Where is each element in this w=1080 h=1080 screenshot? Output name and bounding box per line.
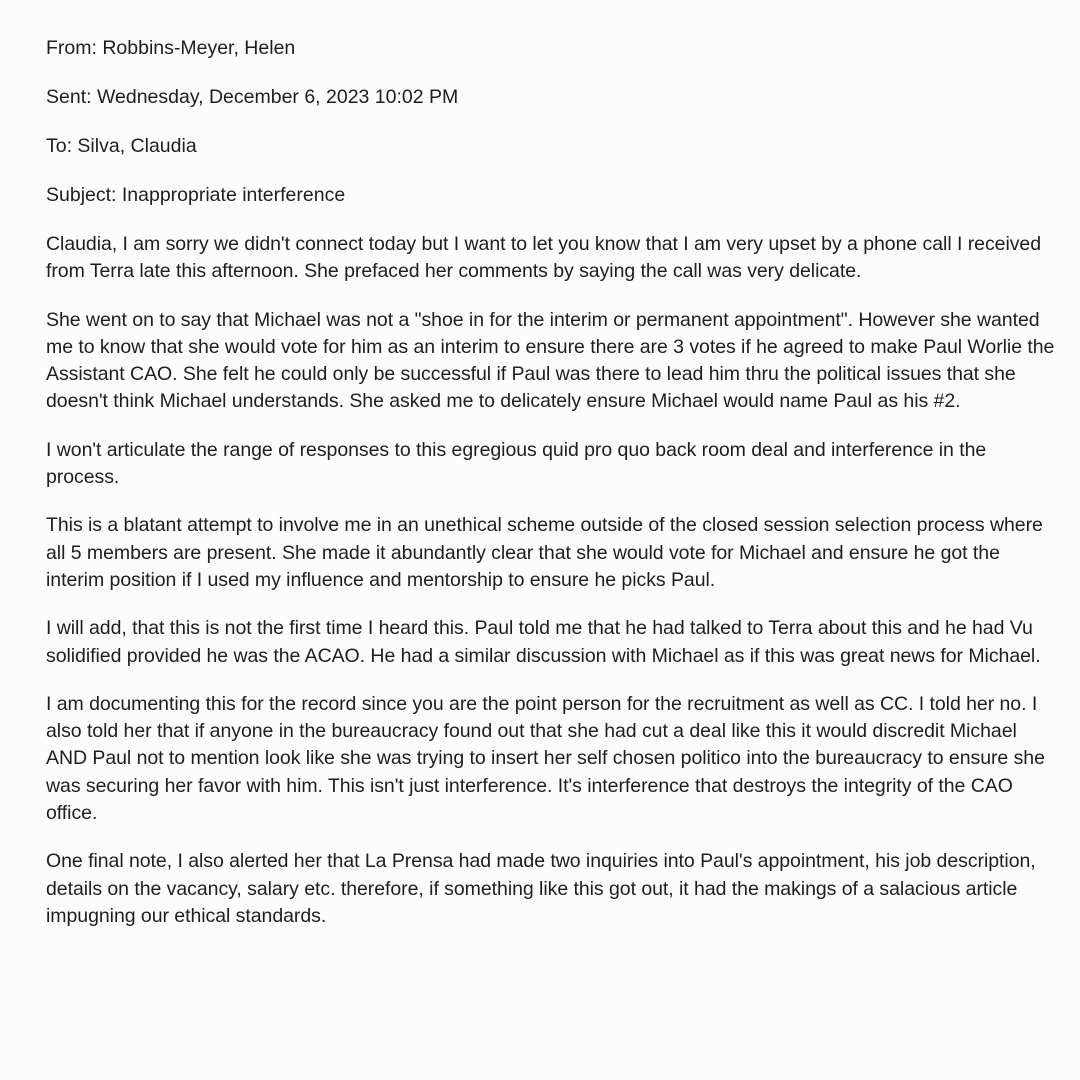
subject-line: Subject: Inappropriate interference (46, 184, 346, 206)
body-paragraph-7: One final note, I also alerted her that La Prensa had made two inquiries into Paul's appointment, his job description, details on the vacancy, salary etc. therefore, if something like this got out, it had the makings of a salacious article impugning our ethical standards. (46, 850, 1036, 927)
sent-line: Sent: Wednesday, December 6, 2023 10:02 PM (46, 86, 459, 108)
to-line: To: Silva, Claudia (46, 135, 197, 157)
email-message (46, 36, 1056, 951)
email-body (46, 231, 1056, 930)
body-paragraph-1: Claudia, I am sorry we didn't connect today but I want to let you know that I am very upset by a phone call I received from Terra late this afternoon. She prefaced her comments by saying the call was very delicate. (46, 233, 1042, 283)
body-paragraph-2: She went on to say that Michael was not a "shoe in for the interim or permanent appointment". However she wanted me to know that she would vote for him as an interim to ensure there are 3 votes if he agreed to make Paul Worlie the Assistant CAO. She felt he could only be successful if Paul was there to lead him thru the political issues that she doesn't think Michael understands. She asked me to delicately ensure Michael would name Paul as his #2. (46, 308, 1055, 413)
body-paragraph-3: I won't articulate the range of responses to this egregious quid pro quo back room deal and interference in the process. (46, 438, 987, 489)
body-paragraph-5: I will add, that this is not the first time I heard this. Paul told me that he had talked to Terra about this and he had Vu solidified provided he was the ACAO. He had a similar discussion with Michael as if this was great news for Michael. (46, 617, 1041, 667)
body-paragraph-4: This is a blatant attempt to involve me in an unethical scheme outside of the closed session selection process where all 5 members are present. She made it abundantly clear that she would vote for Michael and ensure he got the interim position if I used my influence and mentorship to ensure he picks Paul. (46, 514, 1043, 591)
body-paragraph-6: I am documenting this for the record since you are the point person for the recruitment as well as CC. I told her no. I also told her that if anyone in the bureaucracy found out that she had cut a deal like this it would discredit Michael AND Paul not to mention look like she was trying to insert her self chosen politico into the bureaucracy to ensure she was securing her favor with him. This isn't just interference. It's interference that destroys the integrity of the CAO office. (46, 692, 1045, 825)
from-line: From: Robbins-Meyer, Helen (46, 37, 296, 59)
